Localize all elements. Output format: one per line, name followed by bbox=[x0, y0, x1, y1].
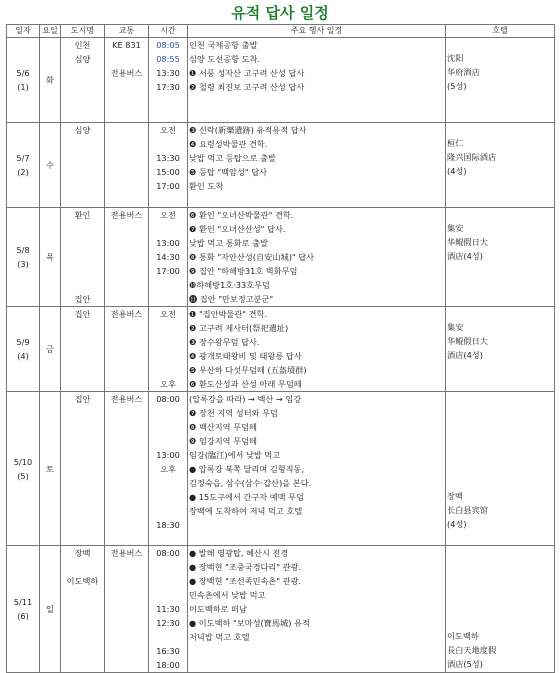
time-line: 18:00 bbox=[156, 660, 180, 670]
city-cell bbox=[61, 546, 105, 673]
city-line bbox=[62, 193, 103, 207]
time-line: 18:30 bbox=[156, 520, 180, 530]
city-line bbox=[62, 66, 103, 80]
time-line bbox=[150, 137, 186, 151]
transport-line bbox=[106, 560, 147, 574]
city-line bbox=[62, 250, 103, 264]
table-row bbox=[7, 38, 555, 123]
day-cell bbox=[40, 123, 61, 208]
city-line bbox=[62, 94, 103, 108]
time-line bbox=[150, 349, 186, 363]
event-line: ❸ 장수왕무덤 답사. bbox=[189, 337, 260, 347]
event-line: ❺ 우산하 다섯무덤떼 (五盔墳群) bbox=[189, 365, 307, 375]
time-line: 오전 bbox=[160, 210, 176, 220]
transport-line bbox=[106, 151, 147, 165]
table-row bbox=[7, 392, 555, 546]
city-line bbox=[62, 518, 103, 532]
event-line: 낮밥 먹고 등탑으로 출발 bbox=[189, 153, 276, 163]
city-line bbox=[62, 108, 103, 122]
city-line bbox=[62, 236, 103, 250]
event-line: ❾ 임강지역 무덤떼 bbox=[189, 436, 257, 446]
event-line: ● 장백현 "조중국경다리" 관광. bbox=[189, 562, 302, 572]
time-line bbox=[150, 476, 186, 490]
hotel-cell bbox=[446, 546, 555, 673]
date-cell bbox=[7, 208, 40, 307]
date-text: 5/8 bbox=[16, 245, 30, 255]
city-line: 이도백하 bbox=[66, 576, 99, 586]
city-line bbox=[62, 476, 103, 490]
event-line: 낮밥 먹고 통화로 출발 bbox=[189, 238, 268, 248]
city-line bbox=[62, 560, 103, 574]
table-row bbox=[7, 307, 555, 392]
transport-line bbox=[106, 406, 147, 420]
city-line bbox=[62, 264, 103, 278]
transport-line bbox=[106, 108, 147, 122]
event-line: ❿하해방1호·33호무덤 bbox=[189, 280, 270, 290]
day-cell bbox=[40, 307, 61, 392]
hotel-line bbox=[447, 179, 553, 193]
event-line: ❸ 신락(新樂遺跡) 유적유적 답사 bbox=[189, 125, 307, 135]
table-row bbox=[7, 123, 555, 208]
transport-line bbox=[106, 236, 147, 250]
transport-line bbox=[106, 462, 147, 476]
hotel-line bbox=[447, 406, 553, 420]
time-line: 오전 bbox=[160, 125, 176, 135]
date-cell bbox=[7, 123, 40, 208]
event-line bbox=[189, 193, 444, 207]
city-cell bbox=[61, 38, 105, 123]
time-line bbox=[150, 434, 186, 448]
time-line bbox=[150, 321, 186, 335]
date-cell bbox=[7, 38, 40, 123]
event-line: ❻ 환도산성과 산성 아래 무덤떼 bbox=[189, 379, 302, 389]
city-line bbox=[62, 363, 103, 377]
hotel-cell bbox=[446, 123, 555, 208]
time-line bbox=[150, 560, 186, 574]
event-line: ❹ 요령성박물관 견학. bbox=[189, 139, 268, 149]
time-line bbox=[150, 222, 186, 236]
event-line: ● 이도백하 "보마성(寶馬城) 유적 bbox=[189, 618, 310, 628]
transport-line bbox=[106, 278, 147, 292]
time-line bbox=[150, 588, 186, 602]
date-text: 5/7 bbox=[16, 153, 30, 163]
city-line bbox=[62, 151, 103, 165]
city-line bbox=[62, 222, 103, 236]
time-line: 08:00 bbox=[156, 548, 180, 558]
hotel-line bbox=[447, 560, 553, 574]
event-line: ❽ 통화 "자안산성(自安山城)" 답사 bbox=[189, 252, 315, 262]
day-cell bbox=[40, 546, 61, 673]
time-cell bbox=[149, 392, 188, 546]
time-line: 12:30 bbox=[156, 618, 180, 628]
time-line: 오후 bbox=[160, 464, 176, 474]
event-line: 이도백하로 떠남 bbox=[189, 604, 247, 614]
time-line bbox=[150, 108, 186, 122]
date-text: (2) bbox=[17, 167, 29, 177]
header-time: 시간 bbox=[149, 25, 188, 38]
hotel-line bbox=[447, 588, 553, 602]
transport-line bbox=[106, 321, 147, 335]
time-line: 08:00 bbox=[156, 394, 180, 404]
transport-line bbox=[106, 349, 147, 363]
event-line: 저녁밥 먹고 호텔 bbox=[189, 632, 250, 642]
time-line bbox=[150, 94, 186, 108]
date-text: (5) bbox=[17, 470, 29, 481]
time-line bbox=[150, 193, 186, 207]
transport-line bbox=[106, 644, 147, 658]
event-line: ● 압록강 북쪽 달리며 김형직동, bbox=[189, 464, 305, 474]
transport-line: 전용버스 bbox=[110, 210, 143, 220]
day-cell bbox=[40, 392, 61, 546]
city-line: 장백 bbox=[74, 548, 91, 558]
event-line: ❷ 고구려 제사터(祭祀遺址) bbox=[189, 323, 289, 333]
page-title: 유적 답사 일정 bbox=[231, 4, 329, 22]
hotel-line: (5성) bbox=[447, 81, 467, 91]
transport-line bbox=[106, 179, 147, 193]
table-row bbox=[7, 208, 555, 307]
hotel-line bbox=[447, 38, 553, 52]
city-line bbox=[62, 406, 103, 420]
transport-line bbox=[106, 250, 147, 264]
day-text: 토 bbox=[46, 463, 54, 474]
city-cell bbox=[61, 307, 105, 392]
transport-line bbox=[106, 602, 147, 616]
transport-line bbox=[106, 165, 147, 179]
event-line: ❻ 환인 "오녀산박물관" 견학. bbox=[189, 210, 294, 220]
event-line: ❶ 서풍 성자산 고구려 산성 답사 bbox=[189, 68, 305, 78]
hotel-line: 酒店(4성) bbox=[447, 251, 483, 261]
event-line: ❽ 백산지역 무덤떼 bbox=[189, 422, 257, 432]
city-line: 인천 bbox=[74, 40, 91, 50]
city-line bbox=[62, 588, 103, 602]
event-line bbox=[189, 644, 444, 658]
time-line bbox=[150, 335, 186, 349]
header-events: 주요 행사 일정 bbox=[188, 25, 446, 38]
time-line: 17:00 bbox=[156, 266, 180, 276]
events-cell bbox=[188, 208, 446, 307]
city-line bbox=[62, 165, 103, 179]
header-hotel: 호텔 bbox=[446, 25, 555, 38]
hotel-line bbox=[447, 420, 553, 434]
city-line: 심양 bbox=[74, 125, 91, 135]
city-cell bbox=[61, 208, 105, 307]
transport-line bbox=[106, 658, 147, 672]
transport-line bbox=[106, 80, 147, 94]
hotel-line bbox=[447, 193, 553, 207]
transport-line bbox=[106, 490, 147, 504]
time-line bbox=[150, 363, 186, 377]
date-text: (6) bbox=[17, 611, 29, 621]
event-line: ● 장백현 "조선족민속촌" 관광. bbox=[189, 576, 302, 586]
day-text: 일 bbox=[46, 604, 54, 614]
city-line: 환인 bbox=[74, 210, 91, 220]
hotel-line: 이도백하 bbox=[447, 631, 479, 641]
transport-line bbox=[106, 518, 147, 532]
time-cell bbox=[149, 546, 188, 673]
city-line: 집안 bbox=[74, 294, 91, 304]
city-line bbox=[62, 137, 103, 151]
hotel-line: 酒店(4성) bbox=[447, 350, 483, 360]
date-text: 5/11 bbox=[13, 597, 33, 607]
date-text: 5/6 bbox=[16, 68, 30, 78]
city-line bbox=[62, 80, 103, 94]
time-line: 15:00 bbox=[156, 167, 180, 177]
city-line bbox=[62, 616, 103, 630]
time-line: 13:30 bbox=[156, 153, 180, 163]
hotel-line bbox=[447, 264, 553, 278]
city-line bbox=[62, 434, 103, 448]
hotel-line: 隆兴国际酒店 bbox=[447, 152, 497, 162]
city-line bbox=[62, 462, 103, 476]
transport-line: 전용버스 bbox=[110, 394, 143, 404]
day-cell bbox=[40, 208, 61, 307]
time-cell bbox=[149, 38, 188, 123]
city-line bbox=[62, 278, 103, 292]
event-line: (압록강을 따라) → 백산 → 임강 bbox=[189, 394, 302, 404]
date-text: 5/9 bbox=[16, 337, 30, 347]
hotel-line bbox=[447, 208, 553, 222]
hotel-line bbox=[447, 108, 553, 122]
transport-line bbox=[106, 264, 147, 278]
hotel-line: 集安 bbox=[447, 223, 464, 233]
transport-line bbox=[106, 448, 147, 462]
hotel-line: 장백 bbox=[447, 491, 463, 501]
transport-cell bbox=[105, 546, 149, 673]
hotel-cell bbox=[446, 307, 555, 392]
hotel-line bbox=[447, 363, 553, 377]
city-line: 집안 bbox=[74, 309, 91, 319]
time-line bbox=[150, 490, 186, 504]
city-line bbox=[62, 630, 103, 644]
time-cell bbox=[149, 208, 188, 307]
city-line bbox=[62, 420, 103, 434]
hotel-line bbox=[447, 574, 553, 588]
hotel-line: 桓仁 bbox=[447, 138, 464, 148]
event-line: ❶ "집안박물관" 견학. bbox=[189, 309, 268, 319]
transport-line bbox=[106, 616, 147, 630]
time-line bbox=[150, 574, 186, 588]
time-line: 17:30 bbox=[156, 82, 180, 92]
transport-line bbox=[106, 123, 147, 137]
event-line bbox=[189, 658, 444, 672]
hotel-cell bbox=[446, 392, 555, 546]
transport-line: 전용버스 bbox=[110, 548, 143, 558]
hotel-line: 集安 bbox=[447, 322, 464, 332]
time-line bbox=[150, 630, 186, 644]
city-line bbox=[62, 504, 103, 518]
header-transport: 교통 bbox=[105, 25, 149, 38]
date-cell bbox=[7, 546, 40, 673]
date-text: (1) bbox=[17, 82, 29, 92]
city-cell bbox=[61, 392, 105, 546]
hotel-line bbox=[447, 278, 553, 292]
hotel-line bbox=[447, 448, 553, 462]
hotel-line bbox=[447, 616, 553, 630]
time-line: 11:30 bbox=[156, 604, 180, 614]
event-line: 임강(臨江)에서 낮밥 먹고 bbox=[189, 450, 281, 460]
events-cell bbox=[188, 38, 446, 123]
event-line: ⓫ 집안 "만보정고분군" bbox=[189, 294, 274, 304]
city-line bbox=[62, 644, 103, 658]
time-line: 16:30 bbox=[156, 646, 180, 656]
city-line bbox=[62, 335, 103, 349]
hotel-cell bbox=[446, 208, 555, 307]
city-line bbox=[62, 349, 103, 363]
transport-line bbox=[106, 193, 147, 207]
hotel-line bbox=[447, 434, 553, 448]
city-line: 심양 bbox=[74, 54, 91, 64]
time-line: 14:30 bbox=[156, 252, 180, 262]
city-line bbox=[62, 377, 103, 391]
city-line bbox=[62, 179, 103, 193]
transport-line: 전용버스 bbox=[110, 68, 143, 78]
event-line bbox=[189, 94, 444, 108]
event-line: ❼ 환인 "오녀산산성" 답사. bbox=[189, 224, 286, 234]
hotel-line: 华鲲假日大 bbox=[447, 336, 488, 346]
hotel-line bbox=[447, 546, 553, 560]
header-city: 도시명 bbox=[61, 25, 105, 38]
day-text: 금 bbox=[46, 344, 54, 354]
time-line: 오후 bbox=[160, 379, 176, 389]
time-cell bbox=[149, 123, 188, 208]
event-line bbox=[189, 518, 444, 532]
city-line bbox=[62, 658, 103, 672]
events-cell bbox=[188, 123, 446, 208]
transport-line bbox=[106, 630, 147, 644]
event-line: ❾ 집안 "하해방31호 벽화무덤 bbox=[189, 266, 298, 276]
event-line: 민속촌에서 낮밥 먹고 bbox=[189, 590, 266, 600]
transport-line bbox=[106, 52, 147, 66]
hotel-line bbox=[447, 94, 553, 108]
city-cell bbox=[61, 123, 105, 208]
table-row bbox=[7, 546, 555, 673]
hotel-line bbox=[447, 476, 553, 490]
time-line: 17:00 bbox=[156, 181, 180, 191]
event-line: 김정숙읍, 삼수(삼수·갑산)을 본다. bbox=[189, 478, 312, 488]
events-cell bbox=[188, 546, 446, 673]
hotel-line: (4성) bbox=[447, 166, 467, 176]
header-day: 요일 bbox=[40, 25, 61, 38]
transport-cell bbox=[105, 38, 149, 123]
transport-line: 전용버스 bbox=[110, 309, 143, 319]
transport-line bbox=[106, 363, 147, 377]
hotel-line bbox=[447, 602, 553, 616]
day-text: 화 bbox=[46, 75, 54, 85]
transport-line bbox=[106, 420, 147, 434]
hotel-line: 長白天地度假 bbox=[447, 645, 497, 655]
event-line: ❼ 장천 지역 성터와 무덤 bbox=[189, 408, 278, 418]
event-line: ❷ 철령 최진보 고구려 산성 답사 bbox=[189, 82, 305, 92]
date-text: (4) bbox=[17, 351, 29, 361]
city-line bbox=[62, 490, 103, 504]
transport-line bbox=[106, 504, 147, 518]
time-line bbox=[150, 406, 186, 420]
event-line: ● 발해 영광탑, 혜산시 전경 bbox=[189, 548, 289, 558]
day-text: 목 bbox=[46, 252, 54, 262]
date-cell bbox=[7, 392, 40, 546]
city-line: 집안 bbox=[74, 394, 91, 404]
transport-line bbox=[106, 94, 147, 108]
time-line: 13:00 bbox=[156, 450, 180, 460]
transport-cell bbox=[105, 392, 149, 546]
event-line: 환인 도착 bbox=[189, 181, 224, 191]
transport-line bbox=[106, 222, 147, 236]
hotel-line: 酒店(5성) bbox=[447, 659, 483, 669]
transport-cell bbox=[105, 123, 149, 208]
time-cell bbox=[149, 307, 188, 392]
city-line bbox=[62, 321, 103, 335]
event-line: ❹ 광개토태왕비 및 태왕릉 답사 bbox=[189, 351, 302, 361]
day-cell bbox=[40, 38, 61, 123]
hotel-line bbox=[447, 392, 553, 406]
time-line: 13:00 bbox=[156, 238, 180, 248]
transport-line: KE 831 bbox=[112, 40, 141, 50]
date-cell bbox=[7, 307, 40, 392]
hotel-cell bbox=[446, 38, 555, 123]
hotel-line: 华鲲假日大 bbox=[447, 237, 488, 247]
transport-line bbox=[106, 434, 147, 448]
time-line: 오전 bbox=[160, 309, 176, 319]
event-line: ❺ 등탑 "백암성" 답사 bbox=[189, 167, 268, 177]
time-line bbox=[150, 420, 186, 434]
time-line bbox=[150, 504, 186, 518]
event-line: ● 15도구에서 간구자 예맥 무덤 bbox=[189, 492, 304, 502]
transport-line bbox=[106, 476, 147, 490]
itinerary-table bbox=[6, 24, 555, 673]
hotel-line bbox=[447, 462, 553, 476]
hotel-line: 沈阳 bbox=[447, 53, 464, 63]
day-text: 수 bbox=[46, 160, 54, 170]
event-line: 심양 도선공항 도착. bbox=[189, 54, 261, 64]
transport-line bbox=[106, 137, 147, 151]
city-line bbox=[62, 448, 103, 462]
date-text: (3) bbox=[17, 259, 29, 269]
event-line: 장백에 도착하여 저녁 먹고 호텔 bbox=[189, 506, 303, 516]
transport-cell bbox=[105, 208, 149, 307]
time-line bbox=[150, 278, 186, 292]
events-cell bbox=[188, 307, 446, 392]
hotel-line bbox=[447, 307, 553, 321]
hotel-line bbox=[447, 377, 553, 391]
event-line bbox=[189, 108, 444, 122]
hotel-line: 华府酒店 bbox=[447, 67, 480, 77]
time-line: 13:30 bbox=[156, 68, 180, 78]
transport-line bbox=[106, 574, 147, 588]
time-line: 08:55 bbox=[156, 54, 180, 64]
header-date: 일자 bbox=[7, 25, 40, 38]
transport-cell bbox=[105, 307, 149, 392]
hotel-line bbox=[447, 123, 553, 137]
city-line bbox=[62, 602, 103, 616]
date-text: 5/10 bbox=[13, 456, 33, 467]
transport-line bbox=[106, 335, 147, 349]
header-row bbox=[7, 25, 555, 38]
event-line: 인천 국제공항 출발 bbox=[189, 40, 258, 50]
transport-line bbox=[106, 377, 147, 391]
hotel-line: (4성) bbox=[447, 519, 467, 529]
time-line: 08:05 bbox=[156, 40, 180, 50]
hotel-line: 长白县宾馆 bbox=[447, 505, 488, 515]
events-cell bbox=[188, 392, 446, 546]
transport-line bbox=[106, 588, 147, 602]
